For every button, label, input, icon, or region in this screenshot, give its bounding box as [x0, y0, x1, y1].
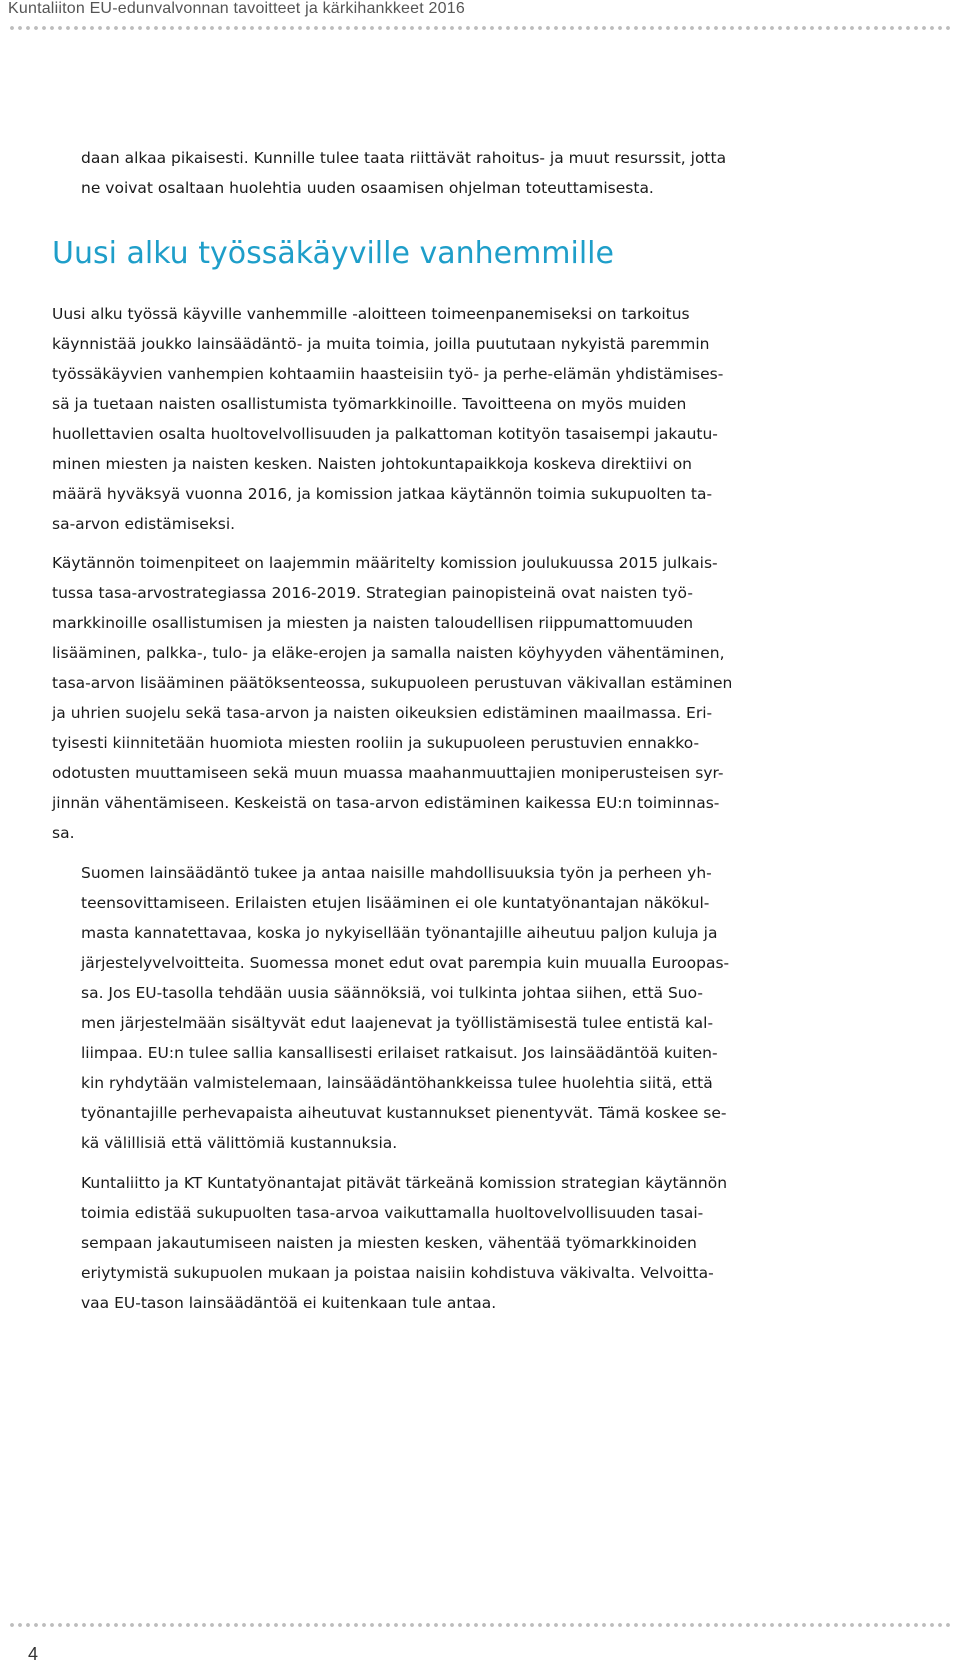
text-line: sa. Jos EU-tasolla tehdään uusia säännöksiä, voi tulkinta johtaa siihen, että Suo- [81, 984, 703, 1002]
text-line: ja uhrien suojelu sekä tasa-arvon ja naisten oikeuksien edistäminen maailmassa. Eri- [52, 704, 713, 722]
text-line: sa. [52, 824, 75, 842]
header-dotted-divider [8, 26, 952, 30]
text-line: jinnän vähentämiseen. Keskeistä on tasa-arvon edistäminen kaikessa EU:n toiminnas- [52, 794, 720, 812]
text-line: Suomen lainsäädäntö tukee ja antaa naisille mahdollisuuksia työn ja perheen yh- [81, 864, 712, 882]
text-line: masta kannatettavaa, koska jo nykyisellään työnantajille aiheutuu paljon kuluja ja [81, 924, 718, 942]
text-line: tyisesti kiinnitetään huomiota miesten rooliin ja sukupuoleen perustuvien ennakko- [52, 734, 700, 752]
footer-dotted-divider [8, 1623, 952, 1627]
intro-paragraph [81, 143, 726, 203]
text-line: liimpaa. EU:n tulee sallia kansallisesti erilaiset ratkaisut. Jos lainsäädäntöä kuiten- [81, 1044, 718, 1062]
text-line: kä välillisiä että välittömiä kustannuksia. [81, 1134, 398, 1152]
text-line: markkinoille osallistumisen ja miesten ja naisten taloudellisen riippumattomuuden [52, 614, 694, 632]
section-paragraph-2 [52, 548, 732, 848]
text-line: lisääminen, palkka-, tulo- ja eläke-erojen ja samalla naisten köyhyyden vähentäminen, [52, 644, 725, 662]
text-line: ne voivat osaltaan huolehtia uuden osaamisen ohjelman toteuttamisesta. [81, 179, 654, 197]
text-line: tussa tasa-arvostrategiassa 2016-2019. Strategian painopisteinä ovat naisten työ- [52, 584, 693, 602]
section-paragraph-4 [81, 1168, 727, 1318]
text-line: määrä hyväksyä vuonna 2016, ja komission jatkaa käytännön toimia sukupuolten ta- [52, 485, 713, 503]
text-line: sempaan jakautumiseen naisten ja miesten kesken, vähentää työmarkkinoiden [81, 1234, 697, 1252]
text-line: järjestelyvelvoitteita. Suomessa monet edut ovat parempia kuin muualla Euroopas- [81, 954, 730, 972]
text-line: kin ryhdytään valmistelemaan, lainsäädäntöhankkeissa tulee huolehtia siitä, että [81, 1074, 713, 1092]
page-number: 4 [28, 1644, 39, 1664]
text-line: minen miesten ja naisten kesken. Naisten johtokuntapaikkoja koskeva direktiivi on [52, 455, 692, 473]
text-line: sa-arvon edistämiseksi. [52, 515, 236, 533]
text-line: vaa EU-tason lainsäädäntöä ei kuitenkaan tule antaa. [81, 1294, 497, 1312]
section-paragraph-3 [81, 858, 729, 1158]
text-line: toimia edistää sukupuolten tasa-arvoa vaikuttamalla huoltovelvollisuuden tasai- [81, 1204, 704, 1222]
document-header-title: Kuntaliiton EU-edunvalvonnan tavoitteet ja kärkihankkeet 2016 [8, 0, 465, 17]
section-paragraph-1 [52, 299, 723, 539]
text-line: työnantajille perhevapaista aiheutuvat kustannukset pienentyvät. Tämä koskee se- [81, 1104, 727, 1122]
text-line: odotusten muuttamiseen sekä muun muassa maahanmuuttajien moniperusteisen syr- [52, 764, 724, 782]
text-line: teensovittamiseen. Erilaisten etujen lisääminen ei ole kuntatyönantajan näkökul- [81, 894, 710, 912]
text-line: eriytymistä sukupuolen mukaan ja poistaa naisiin kohdistuva väkivalta. Velvoitta- [81, 1264, 714, 1282]
text-line: Uusi alku työssä käyville vanhemmille -aloitteen toimeenpanemiseksi on tarkoitus [52, 305, 690, 323]
section-heading: Uusi alku työssäkäyville vanhemmille [52, 236, 614, 271]
text-line: huollettavien osalta huoltovelvollisuuden ja palkattoman kotityön tasaisempi jakautu- [52, 425, 718, 443]
text-line: sä ja tuetaan naisten osallistumista työmarkkinoille. Tavoitteena on myös muiden [52, 395, 687, 413]
text-line: men järjestelmään sisältyvät edut laajenevat ja työllistämisestä tulee entistä kal- [81, 1014, 714, 1032]
text-line: käynnistää joukko lainsäädäntö- ja muita toimia, joilla puututaan nykyistä paremmin [52, 335, 710, 353]
text-line: Käytännön toimenpiteet on laajemmin määritelty komission joulukuussa 2015 julkais- [52, 554, 718, 572]
text-line: työssäkäyvien vanhempien kohtaamiin haasteisiin työ- ja perhe-elämän yhdistämises- [52, 365, 724, 383]
text-line: daan alkaa pikaisesti. Kunnille tulee taata riittävät rahoitus- ja muut resurssit, jotta [81, 149, 727, 167]
text-line: Kuntaliitto ja KT Kuntatyönantajat pitävät tärkeänä komission strategian käytännön [81, 1174, 728, 1192]
text-line: tasa-arvon lisääminen päätöksenteossa, sukupuoleen perustuvan väkivallan estäminen [52, 674, 733, 692]
